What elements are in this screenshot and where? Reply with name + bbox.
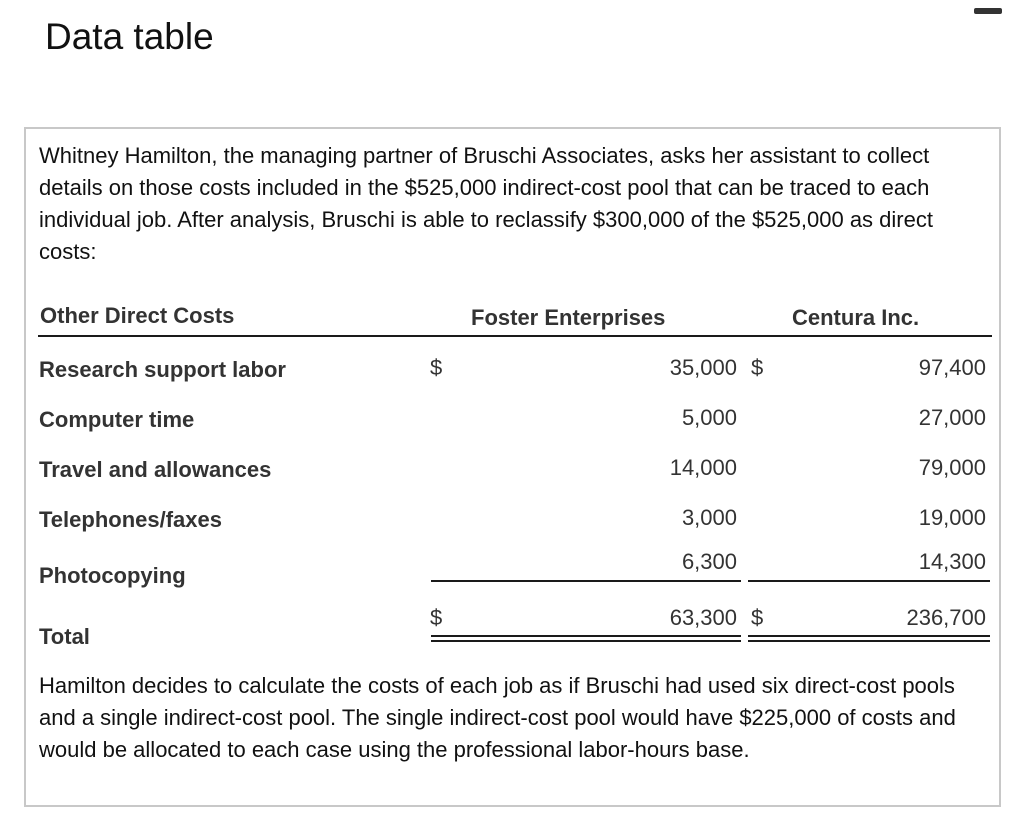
currency-symbol: $ bbox=[430, 605, 443, 630]
row-label: Computer time bbox=[39, 407, 195, 432]
header-rule bbox=[38, 335, 992, 337]
header-foster-enterprises: Foster Enterprises bbox=[471, 305, 666, 330]
currency-symbol: $ bbox=[751, 355, 764, 380]
row-value-foster: 6,300 bbox=[681, 549, 737, 574]
currency-symbol: $ bbox=[430, 355, 443, 380]
minimize-icon[interactable] bbox=[974, 8, 1002, 14]
data-panel bbox=[24, 127, 1001, 807]
total-value-foster: 63,300 bbox=[669, 605, 737, 630]
total-double-rule-centura bbox=[748, 635, 990, 642]
header-other-direct-costs: Other Direct Costs bbox=[40, 303, 235, 328]
row-value-foster: 35,000 bbox=[669, 355, 737, 380]
intro-paragraph: Whitney Hamilton, the managing partner of Bruschi Associates, asks her assistant to collect details on those costs included in the $525,000 indirect-cost pool that can be traced to each individual job. After analysis, Bruschi is able to reclassify $300,000 of the $525,000 as direct costs: bbox=[39, 143, 933, 264]
row-value-foster: 14,000 bbox=[669, 455, 737, 480]
currency-symbol: $ bbox=[751, 605, 764, 630]
row-label: Telephones/faxes bbox=[39, 507, 222, 532]
total-double-rule-foster bbox=[431, 635, 741, 642]
header-centura-inc: Centura Inc. bbox=[792, 305, 920, 330]
row-value-foster: 5,000 bbox=[681, 405, 737, 430]
row-label: Photocopying bbox=[39, 563, 186, 588]
row-value-foster: 3,000 bbox=[681, 505, 737, 530]
row-value-centura: 79,000 bbox=[918, 455, 986, 480]
closing-paragraph: Hamilton decides to calculate the costs of each job as if Bruschi had used six direct-cost pools and a single indirect-cost pool. The single indirect-cost pool would have $225,000 of costs and would be allocated to each case using the professional labor-hours base. bbox=[39, 673, 956, 762]
row-value-centura: 27,000 bbox=[918, 405, 986, 430]
row-label: Travel and allowances bbox=[39, 457, 272, 482]
row-value-centura: 14,300 bbox=[918, 549, 986, 574]
row-label: Research support labor bbox=[39, 357, 286, 382]
page-title: Data table bbox=[45, 16, 214, 57]
total-value-centura: 236,700 bbox=[906, 605, 986, 630]
subtotal-rule-centura bbox=[748, 580, 990, 582]
subtotal-rule-foster bbox=[431, 580, 741, 582]
row-value-centura: 97,400 bbox=[918, 355, 986, 380]
row-value-centura: 19,000 bbox=[918, 505, 986, 530]
total-label: Total bbox=[39, 624, 90, 649]
